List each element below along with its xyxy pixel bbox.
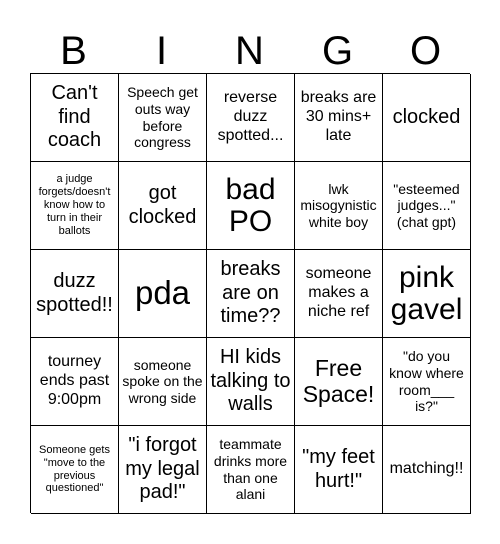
bingo-cell[interactable]: Someone gets "move to the previous questioned" (31, 426, 119, 514)
bingo-cell[interactable]: pink gavel (383, 250, 471, 338)
bingo-cell[interactable]: got clocked (119, 162, 207, 250)
bingo-cell[interactable]: "do you know where room___ is?" (383, 338, 471, 426)
header-letter-b: B (60, 29, 88, 73)
bingo-cell[interactable]: reverse duzz spotted... (207, 74, 295, 162)
bingo-cell[interactable]: someone spoke on the wrong side (119, 338, 207, 426)
bingo-cell[interactable]: "esteemed judges..." (chat gpt) (383, 162, 471, 250)
bingo-cell[interactable]: "my feet hurt!" (295, 426, 383, 514)
bingo-header (30, 28, 470, 74)
bingo-cell[interactable]: matching!! (383, 426, 471, 514)
bingo-cell[interactable]: "i forgot my legal pad!" (119, 426, 207, 514)
bingo-cell[interactable]: someone makes a niche ref (295, 250, 383, 338)
bingo-cell[interactable]: pda (119, 250, 207, 338)
header-letter-g: G (321, 29, 355, 73)
bingo-cell[interactable]: teammate drinks more than one alani (207, 426, 295, 514)
bingo-cell[interactable]: a judge forgets/doesn't know how to turn in their ballots (31, 162, 119, 250)
free-space-cell[interactable]: Free Space! (295, 338, 383, 426)
header-letter-o: O (409, 29, 443, 73)
bingo-cell[interactable]: tourney ends past 9:00pm (31, 338, 119, 426)
bingo-cell[interactable]: lwk misogynistic white boy (295, 162, 383, 250)
bingo-cell[interactable]: Speech get outs way before congress (119, 74, 207, 162)
bingo-cell[interactable]: bad PO (207, 162, 295, 250)
bingo-cell[interactable]: breaks are on time?? (207, 250, 295, 338)
bingo-cell[interactable]: Can't find coach (31, 74, 119, 162)
bingo-board (30, 73, 470, 513)
bingo-cell[interactable]: HI kids talking to walls (207, 338, 295, 426)
bingo-cell[interactable]: clocked (383, 74, 471, 162)
header-letter-n: N (235, 29, 265, 73)
bingo-cell[interactable]: duzz spotted!! (31, 250, 119, 338)
header-letter-i: I (155, 29, 169, 73)
bingo-cell[interactable]: breaks are 30 mins+ late (295, 74, 383, 162)
